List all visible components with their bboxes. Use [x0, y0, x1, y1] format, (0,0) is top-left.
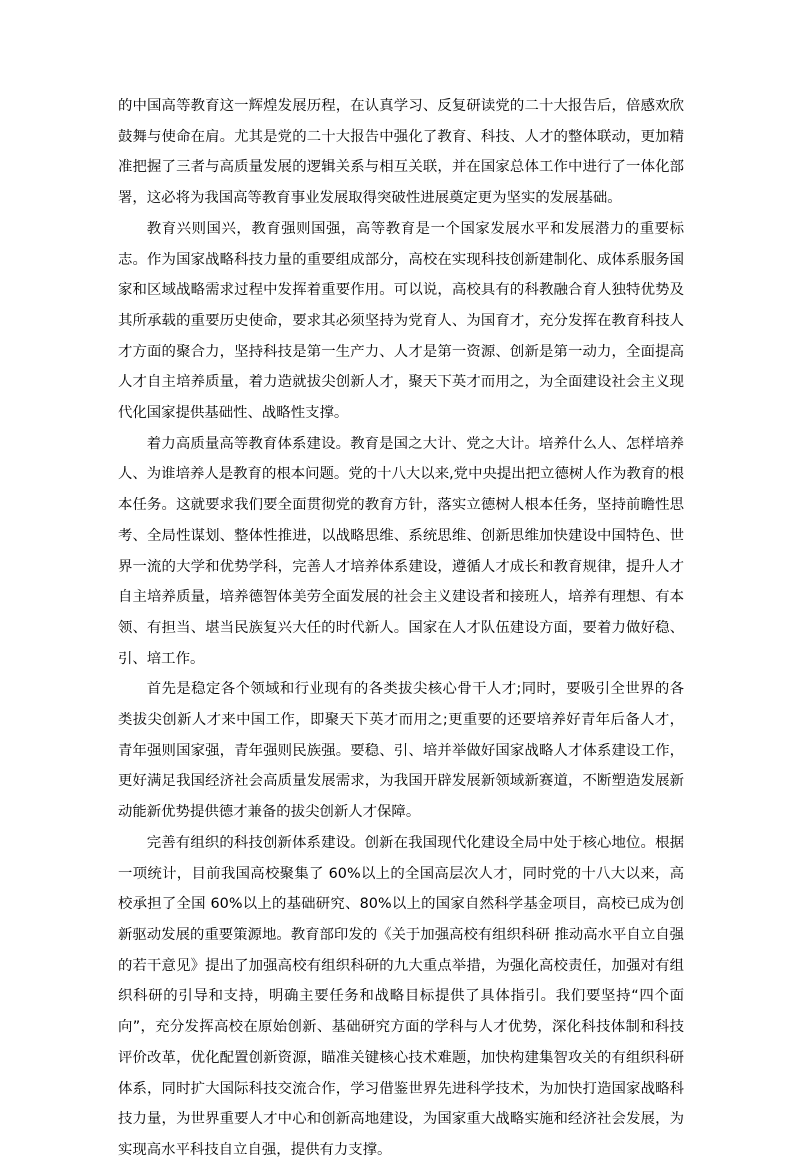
paragraph-continuation: 的中国高等教育这一辉煌发展历程，在认真学习、反复研读党的二十大报告后，倍感欢欣鼓舞与使命在肩。尤其是党的二十大报告中强化了教育、科技、人才的整体联动，更加精准把握了三者与高质量发展的逻辑关系与相互关联，并在国家总体工作中进行了一体化部署，这必将为我国高等教育事业发展取得突破性进展奠定更为坚实的发展基础。	[118, 98, 684, 207]
paragraph-higher-education-system: 着力高质量高等教育体系建设。教育是国之大计、党之大计。培养什么人、怎样培养人、为谁培养人是教育的根本问题。党的十八大以来,党中央提出把立德树人作为教育的根本任务。这就要求我们要全面贯彻党的教育方针，落实立德树人根本任务，坚持前瞻性思考、全局性谋划、整体性推进，以战略思维、系统思维、创新思维加快建设中国特色、世界一流的大学和优势学科，完善人才培养体系建设，遵循人才成长和教育规律，提升人才自主培养质量，培养德智体美劳全面发展的社会主义建设者和接班人，培养有理想、有本领、有担当、堪当民族复兴大任的时代新人。国家在人才队伍建设方面，要着力做好稳、引、培工作。	[118, 435, 684, 667]
paragraph-talent-retention: 首先是稳定各个领域和行业现有的各类拔尖核心骨干人才;同时，要吸引全世界的各类拔尖创新人才来中国工作，即聚天下英才而用之;更重要的还要培养好青年后备人才，青年强则国家强，青年强则民族强。要稳、引、培并举做好国家战略人才体系建设工作，更好满足我国经济社会高质量发展需求，为我国开辟发展新领域新赛道，不断塑造发展新动能新优势提供德才兼备的拔尖创新人才保障。	[118, 681, 684, 821]
article-body	[118, 91, 684, 1166]
paragraph-organized-innovation: 完善有组织的科技创新体系建设。创新在我国现代化建设全局中处于核心地位。根据一项统计，目前我国高校聚集了 60%以上的全国高层次人才，同时党的十八大以来，高校承担了全国 60%以上的基础研究、80%以上的国家自然科学基金项目，高校已成为创新驱动发展的重要策源地。教育部印发的《关于加强高校有组织科研 推动高水平自立自强的若干意见》提出了加强高校有组织科研的九大重点举措，为强化高校责任，加强对有组织科研的引导和支持，明确主要任务和战略目标提供了具体指引。我们要坚持“四个面向”，充分发挥高校在原始创新、基础研究方面的学科与人才优势，深化科技体制和科技评价改革，优化配置创新资源，瞄准关键核心技术难题，加快构建集智攻关的有组织科研体系，同时扩大国际科技交流合作，学习借鉴世界先进科学技术，为加快打造国家战略科技力量，为世界重要人才中心和创新高地建设，为国家重大战略实施和经济社会发展，为实现高水平科技自立自强，提供有力支撑。	[118, 834, 684, 1158]
paragraph-education-power: 教育兴则国兴，教育强则国强，高等教育是一个国家发展水平和发展潜力的重要标志。作为国家战略科技力量的重要组成部分，高校在实现科技创新建制化、成体系服务国家和区域战略需求过程中发挥着重要作用。可以说，高校具有的科教融合育人独特优势及其所承载的重要历史使命，要求其必须坚持为党育人、为国育才，充分发挥在教育科技人才方面的聚合力，坚持科技是第一生产力、人才是第一资源、创新是第一动力，全面提高人才自主培养质量，着力造就拔尖创新人才，聚天下英才而用之，为全面建设社会主义现代化国家提供基础性、战略性支撑。	[118, 220, 684, 422]
